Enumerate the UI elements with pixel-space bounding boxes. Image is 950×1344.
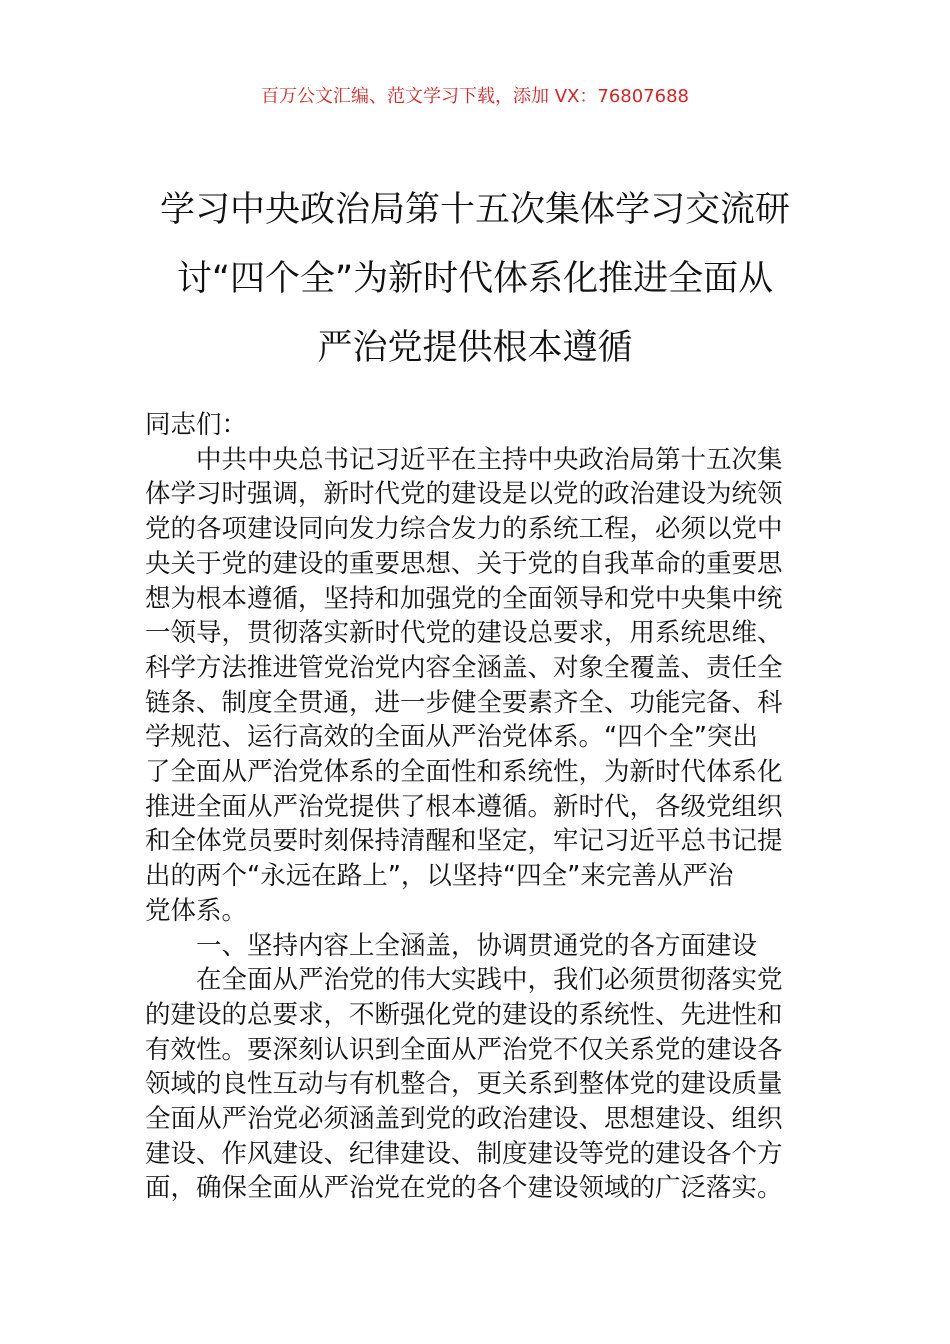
- paragraph-line: 一领导，贯彻落实新时代党的建设总要求，用系统思维、: [145, 618, 783, 649]
- paragraph-line: 想为根本遵循，坚持和加强党的全面领导和党中央集中统: [145, 583, 783, 614]
- watermark-header: 百万公文汇编、范文学习下载，添加 VX：76807688: [261, 86, 689, 107]
- paragraph-1: [145, 443, 815, 929]
- salutation: 同志们：: [145, 410, 248, 440]
- paragraph-line: 建设、作风建设、纪律建设、制度建设等党的建设各个方: [145, 1138, 783, 1169]
- title-line: 讨“四个全”为新时代体系化推进全面从: [176, 259, 774, 299]
- paragraph-line: 了全面从严治党体系的全面性和系统性，为新时代体系化: [145, 757, 783, 788]
- paragraph-line: 在全面从严治党的伟大实践中，我们必须贯彻落实党: [196, 965, 783, 996]
- paragraph-line: 推进全面从严治党提供了根本遵循。新时代，各级党组织: [145, 791, 783, 822]
- paragraph-line: 领域的良性互动与有机整合，更关系到整体党的建设质量: [145, 1069, 783, 1100]
- paragraph-line: 全面从严治党必须涵盖到党的政治建设、思想建设、组织: [145, 1104, 783, 1135]
- paragraph-line: 链条、制度全贯通，进一步健全要素齐全、功能完备、科: [145, 687, 783, 718]
- paragraph-line: 科学方法推进管党治党内容全涵盖、对象全覆盖、责任全: [145, 652, 783, 683]
- paragraph-line: 出的两个“永远在路上”，以坚持“四全”来完善从严治: [145, 861, 734, 892]
- document-body: [145, 408, 815, 1206]
- paragraph-line: 体学习时强调，新时代党的建设是以党的政治建设为统领: [145, 479, 783, 510]
- paragraph-line: 央关于党的建设的重要思想、关于党的自我革命的重要思: [145, 548, 783, 579]
- paragraph-line: 面，确保全面从严治党在党的各个建设领域的广泛落实。: [145, 1173, 783, 1204]
- paragraph-line: 有效性。要深刻认识到全面从严治党不仅关系党的建设各: [145, 1034, 783, 1065]
- paragraph-line: 党体系。: [145, 895, 248, 926]
- section-heading-1: 一、坚持内容上全涵盖，协调贯通党的各方面建设: [196, 930, 758, 961]
- document-title: [0, 176, 950, 383]
- title-line: 学习中央政治局第十五次集体学习交流研: [159, 190, 790, 230]
- paragraph-line: 中共中央总书记习近平在主持中央政治局第十五次集: [196, 444, 783, 475]
- paragraph-line: 的建设的总要求，不断强化党的建设的系统性、先进性和: [145, 999, 783, 1030]
- paragraph-line: 和全体党员要时刻保持清醒和坚定，牢记习近平总书记提: [145, 826, 783, 857]
- paragraph-2: [145, 963, 815, 1206]
- paragraph-line: 学规范、运行高效的全面从严治党体系。“四个全”突出: [145, 722, 758, 753]
- paragraph-line: 党的各项建设同向发力综合发力的系统工程，必须以党中: [145, 514, 783, 545]
- title-line: 严治党提供根本遵循: [317, 328, 633, 368]
